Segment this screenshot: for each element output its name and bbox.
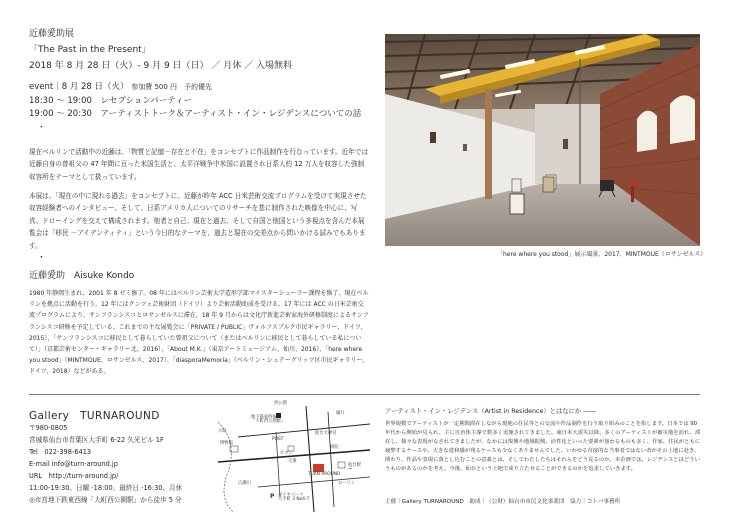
gallery-address: 宮城県仙台市青葉区大手町 6-22 久光ビル 1F [29,436,164,444]
map-label-hospital: 病院 [330,445,339,450]
exhibition-title: 「The Past in the Present」 [29,45,151,55]
map-label-ginkou: 銀行 [336,411,345,416]
map-label-seven: セブン [280,451,293,456]
credits: 主催｜Gallery TURNAROUND 助成｜（公財）仙台市市民文化事業団 協力｜コトバ事務所 [385,499,621,505]
map-label-parking: ダイヤパーク 大手町 3 No4-7 [278,493,310,503]
map-label-lawson: ローソン [338,481,356,486]
map-label-post: POST [272,437,284,442]
artist-bio: 1980 年静岡生まれ。2001 年 8 ゼミ修了。08 年にはベルリン芸術大学造形学部マイスターシューラー課程を修了。現在ベルリンを拠点に活動を行う。12 年にはクンツェ芸術財団（ドイツ）より芸術活動助成を受ける。17 年には ACC の日米芸術交流プログラムにより、サンフランシスコとロサンゼルスに滞在。18 年 9 月からは文化庁新進芸術家海外研修制度によるサンフランシスコ研修を予定している。これまでの主な展覧会に「PRIVATE / PUBLIC」ヴォルフスブルク市民ギャラリー、ドイツ、2015）、「サンフランシスコに移民として暮らしていた曾祖父について（またはベルリンに移民として暮らしている私について）」（京都芸術センター・ギャラリー北、2016）、「About M.K.」（東京アートミュージアム、仙川、2016）、「here where you stood」（MINTMOUE、ロサンゼルス、2017）、「diasporaMemoria」（ベルリン・シュテーグリッツ区市民ギャラリー、ドイツ、2018）などがある。 [29,290,369,376]
section-divider [29,394,700,395]
air-title: アーティスト・イン・レジデンス（Artist in Residence）とはなにか ―― [385,408,596,415]
map-label-hirose: 大町 [218,429,227,434]
parking-icon: P [270,493,275,500]
event-date-line [29,83,212,92]
photo-caption: 「here where you stood」展示風景、2017、MINTMOUE（ロサンゼルス） [497,251,707,258]
event-fee: 参加費 500 円 予約優先 [131,83,213,91]
gallery-tel: Tel 022-398-6413 [29,448,92,456]
concept-paragraph: 本展は、「現在の中に現れる過去」をコンセプトに、近藤が昨年 ACC 日米芸術交流プログラムを受けて実現させた収容経験者へのインタビュー、そして、日系アメリカ人についてのリサーチを基に制作された映像を中心に、写真、ドローイングを交えて構成されます。他者と自己、現在と過去、そして自国と他国という多視点を含んだ本展覧会は「移民 －アイデンティティ」という今日的なテーマを、過去と現在の交差点から問いかける試みでもあります。 [29,192,367,250]
exhibition-photo [385,34,700,246]
bullet-separator: ・ [37,123,47,133]
map-label-river: 広瀬川 [238,481,251,486]
artist-bio-heading: 近藤愛助 Aisuke Kondo [29,271,135,281]
event-label: event｜8 月 28 日（火） [29,82,129,92]
gallery-interior-illustration [385,34,700,246]
map-label-turnaround: TURN AROUND [308,472,341,477]
map-label-sendai-station: 仙台駅 → [348,463,361,473]
gallery-access: ◎市営地下鉄東西線「大町西公園駅」から徒歩 5 分 [29,496,182,504]
map-label-museum: 博物館 [220,441,233,446]
gallery-marker [313,464,324,472]
talk-time: 19:00 〜 20:30 アーティストトーク＆アーティスト・イン・レジデンスについての話 [29,109,362,119]
map-label-station: 地下鉄東西線 「大町西公園駅」 [251,415,286,425]
map-label-koban: 交番 [288,459,297,464]
gallery-url[interactable]: URL http://turn-around.jp/ [29,472,119,480]
map-label-jinja: 仙台大神宮 [315,431,337,436]
gallery-postal-code: 〒980-0805 [29,424,68,432]
exhibition-dates: 2018 年 8 月 28 日（火）- 9 月 9 日（日） ／ 月休 ／ 入場無料 [29,61,292,71]
gallery-email[interactable]: E-mail info@turn-around.jp [29,460,118,468]
air-body: 世界規模でアーティストが一定期間滞在しながら現地の住民等との交流や作品制作を行う取り組みのことを指します。日本では 90 年代から開始が見られ、主に自治体主導で数多く実施されてきました。東日本大震災以降、多くのアーティストが被災地を訪れ、滞在し、様々な表現がなされてきましたが、なかには復興や地域振興、活性化といった要素が加わるものも多く、作家、住民がともに疲弊するケースや、大きな違和感が残るケースも少なくありませんでした。いわゆる直接的な当事者ではない者がその土地に赴き、関わり、作品や表現に落とし込むことの意義とは、そしてわたしたちはそれらをどう見るのか。本企画では、レジデンスとはどういうものがあるのかを考え、今後、仙台という土地で成り立たせることができるのかを追求していきます。 [385,421,701,473]
map-label-nishikoen: 西公園 [274,401,287,406]
reception-time: 18:30 〜 19:00 レセプションパーティー [29,96,193,106]
access-map [218,402,370,512]
bullet-separator: ・ [37,253,47,263]
gallery-name: Gallery TURNAROUND [29,410,160,422]
intro-paragraph: 現在ベルリンで活動中の近藤は、「物質と記憶－存在と不在」をコンセプトに作品制作を行なっています。近年では近藤自身の曾祖父の 47 年間に亘った米国生活と、太平洋戦争中米国に設置され日系人約 12 万人を収容した強制収容所をテーマとして扱っています。 [29,148,369,181]
artist-label: 近藤愛助展 [29,29,75,39]
gallery-hours: 11:00-19:30、日曜 -18:00、最終日 -16:30、月休 [29,484,183,492]
